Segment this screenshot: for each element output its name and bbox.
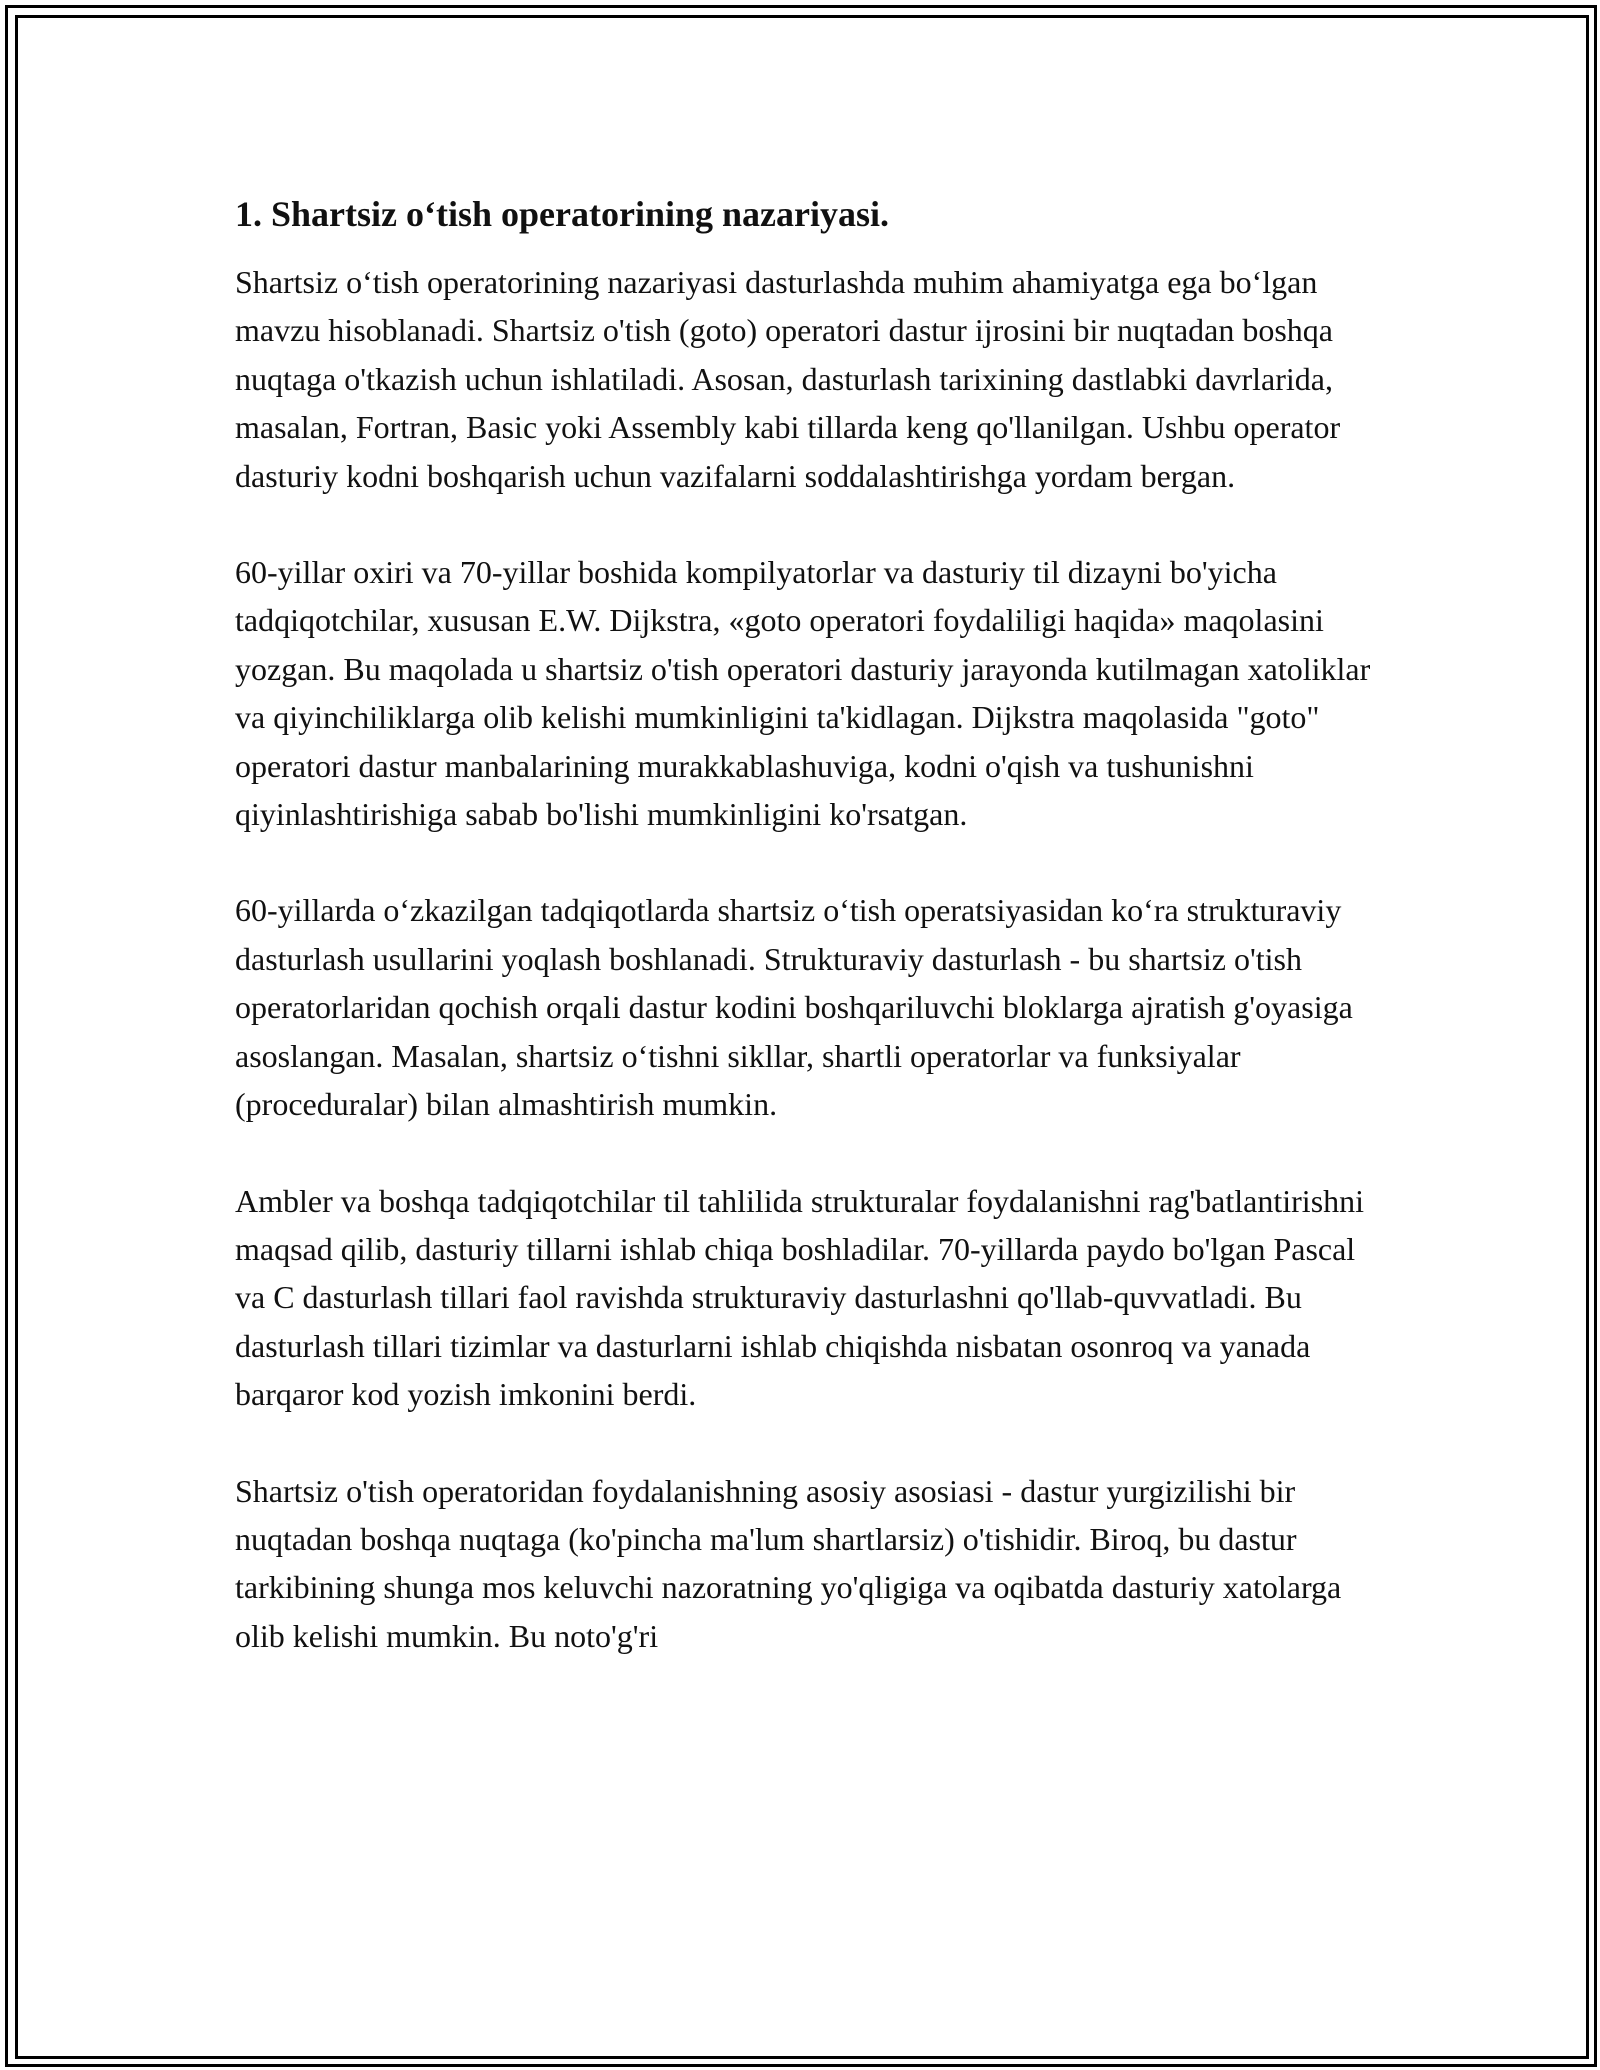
paragraph-2: 60-yillar oxiri va 70-yillar boshida kompilyatorlar va dasturiy til dizayni bo'yicha tadqiqotchilar, xususan E.W. Dijkstra, «goto operatori foydaliligi haqida» maqolasini yozgan. Bu maqolada u shartsiz o'tish operatori dasturiy jarayonda kutilmagan xatoliklar va qiyinchiliklarga olib kelishi mumkinligini ta'kidlagan. Dijkstra maqolasida "goto" operatori dastur manbalarining murakkablashuviga, kodni o'qish va tushunishni qiyinlashtirishiga sabab bo'lishi mumkinligini ko'rsatgan. — [235, 554, 1371, 833]
paragraph-3: 60-yillarda o‘zkazilgan tadqiqotlarda shartsiz o‘tish operatsiyasidan ko‘ra strukturaviy dasturlash usullarini yoqlash boshlanadi. Strukturaviy dasturlash - bu shartsiz o'tish operatorlaridan qochish orqali dastur kodini boshqariluvchi bloklarga ajratish g'oyasiga asoslangan. Masalan, shartsiz o‘tishni sikllar, shartli operatorlar va funksiyalar (proceduralar) bilan almashtirish mumkin. — [235, 892, 1353, 1123]
paragraph-1: Shartsiz o‘tish operatorining nazariyasi dasturlashda muhim ahamiyatga ega bo‘lgan mavzu hisoblanadi. Shartsiz o'tish (goto) operatori dastur ijrosini bir nuqtadan boshqa nuqtaga o'tkazish uchun ishlatiladi. Asosan, dasturlash tarixining dastlabki davrlarida, masalan, Fortran, Basic yoki Assembly kabi tillarda keng qo'llanilgan. Ushbu operator dasturiy kodni boshqarish uchun vazifalarni soddalashtirishga yordam bergan. — [235, 264, 1341, 494]
section-heading: 1. Shartsiz o‘tish operatorining nazariyasi. — [235, 194, 889, 234]
paragraph-4: Ambler va boshqa tadqiqotchilar til tahlilida strukturalar foydalanishni rag'batlantirishni maqsad qilib, dasturiy tillarni ishlab chiqa boshladilar. 70-yillarda paydo bo'lgan Pascal va C dasturlash tillari faol ravishda strukturaviy dasturlashni qo'llab-quvvatladi. Bu dasturlash tillari tizimlar va dasturlarni ishlab chiqishda nisbatan osonroq va yanada barqaror kod yozish imkonini berdi. — [235, 1182, 1365, 1413]
document-body — [235, 190, 1375, 1708]
paragraph-5: Shartsiz o'tish operatoridan foydalanishning asosiy asosiasi - dastur yurgizilishi bir nuqtadan boshqa nuqtaga (ko'pincha ma'lum shartlarsiz) o'tishidir. Biroq, bu dastur tarkibining shunga mos keluvchi nazoratning yo'qligiga va oqibatda dasturiy xatolarga olib kelishi mumkin. Bu noto'g'ri — [235, 1472, 1342, 1654]
